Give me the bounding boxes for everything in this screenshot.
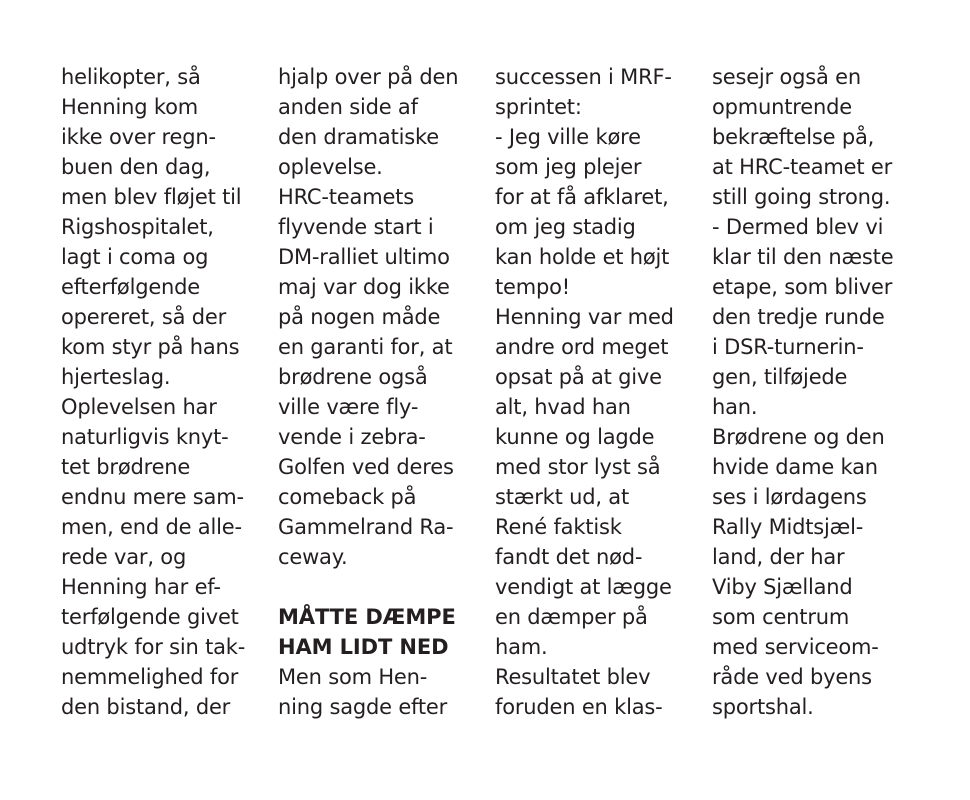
text-line: endnu mere sam- [61, 485, 244, 509]
text-line: opsat på at give [495, 365, 662, 389]
text-line: hjerteslag. [61, 365, 171, 389]
text-line: ceway. [278, 545, 348, 569]
text-line: foruden en klas- [495, 695, 663, 719]
text-line: andre ord meget [495, 335, 669, 359]
text-line: som jeg plejer [495, 155, 642, 179]
text-line: en dæmper på [495, 605, 648, 629]
text-line: still going strong. [712, 185, 891, 209]
text-line: en garanti for, at [278, 335, 453, 359]
text-line: for at få afklaret, [495, 185, 669, 209]
text-line: successen i MRF- [495, 65, 672, 89]
text-line: bekræftelse på, [712, 125, 875, 149]
text-line: hjalp over på den [278, 65, 459, 89]
article-column-1 [61, 62, 266, 722]
text-line: med stor lyst så [495, 455, 661, 479]
heading-line: MÅTTE DÆMPE [278, 605, 456, 629]
article-column-3 [495, 62, 700, 722]
text-line: Oplevelsen har [61, 395, 217, 419]
text-line: kan holde et højt [495, 245, 670, 269]
text-line: gen, tilføjede [712, 365, 848, 389]
article-columns [0, 62, 970, 742]
text-line: Henning var med [495, 305, 674, 329]
text-line: Henning har ef- [61, 575, 221, 599]
text-line: som centrum [712, 605, 850, 629]
text-line: i DSR-turnerin- [712, 335, 864, 359]
text-line: stærkt ud, at [495, 485, 629, 509]
text-line: den bistand, der [61, 695, 231, 719]
text-line: tempo! [495, 275, 571, 299]
text-line: rede var, og [61, 545, 187, 569]
text-line: nemmelighed for [61, 665, 239, 689]
text-line: på nogen måde [278, 305, 441, 329]
text-line: René faktisk [495, 515, 622, 539]
text-line: ikke over regn- [61, 125, 216, 149]
text-line: Rally Midtsjæl- [712, 515, 864, 539]
text-line: buen den dag, [61, 155, 211, 179]
text-line: sprintet: [495, 95, 582, 119]
text-line: fandt det nød- [495, 545, 643, 569]
text-line: oplevelse. [278, 155, 383, 179]
text-line: med serviceom- [712, 635, 879, 659]
text-line: flyvende start i [278, 215, 434, 239]
text-line: anden side af [278, 95, 418, 119]
text-line: naturligvis knyt- [61, 425, 229, 449]
text-line: men blev fløjet til [61, 185, 242, 209]
text-line: kunne og lagde [495, 425, 655, 449]
text-line: opereret, så der [61, 305, 227, 329]
text-line: hvide dame kan [712, 455, 878, 479]
text-line: Brødrene og den [712, 425, 885, 449]
text-line: ville være fly- [278, 395, 419, 419]
text-line: etape, som bliver [712, 275, 893, 299]
text-line: ham. [495, 635, 548, 659]
section-heading [278, 602, 483, 662]
text-line: Henning kom [61, 95, 198, 119]
text-line: den dramatiske [278, 125, 439, 149]
text-line: at HRC-teamet er [712, 155, 893, 179]
text-line: om jeg stadig [495, 215, 636, 239]
text-line: sportshal. [712, 695, 814, 719]
text-line: comeback på [278, 485, 417, 509]
article-column-2 [278, 62, 483, 722]
text-line: HRC-teamets [278, 185, 414, 209]
text-line: Resultatet blev [495, 665, 651, 689]
text-line: brødrene også [278, 365, 428, 389]
article-column-4 [712, 62, 917, 722]
text-line: ning sagde efter [278, 695, 448, 719]
text-line: klar til den næste [712, 245, 894, 269]
text-line: udtryk for sin tak- [61, 635, 246, 659]
text-line: land, der har [712, 545, 845, 569]
text-line: efterfølgende [61, 275, 201, 299]
text-line: DM-ralliet ultimo [278, 245, 450, 269]
text-line: - Dermed blev vi [712, 215, 884, 239]
text-line: ses i lørdagens [712, 485, 867, 509]
text-line: tet brødrene [61, 455, 191, 479]
text-line: Men som Hen- [278, 665, 428, 689]
text-line: opmuntrende [712, 95, 852, 119]
text-line: den tredje runde [712, 305, 885, 329]
text-line: Golfen ved deres [278, 455, 454, 479]
text-line: kom styr på hans [61, 335, 240, 359]
text-line: - Jeg ville køre [495, 125, 641, 149]
text-line: han. [712, 395, 758, 419]
text-line: alt, hvad han [495, 395, 631, 419]
text-line: Rigshospitalet, [61, 215, 214, 239]
paragraph-spacer [278, 572, 483, 602]
text-line: vendigt at lægge [495, 575, 672, 599]
text-line: Gammelrand Ra- [278, 515, 454, 539]
text-line: helikopter, så [61, 65, 201, 89]
text-line: vende i zebra- [278, 425, 426, 449]
text-line: terfølgende givet [61, 605, 239, 629]
text-line: lagt i coma og [61, 245, 209, 269]
text-line: råde ved byens [712, 665, 872, 689]
text-line: Viby Sjælland [712, 575, 853, 599]
text-line: maj var dog ikke [278, 275, 450, 299]
heading-line: HAM LIDT NED [278, 635, 449, 659]
text-line: sesejr også en [712, 65, 861, 89]
text-line: men, end de alle- [61, 515, 242, 539]
